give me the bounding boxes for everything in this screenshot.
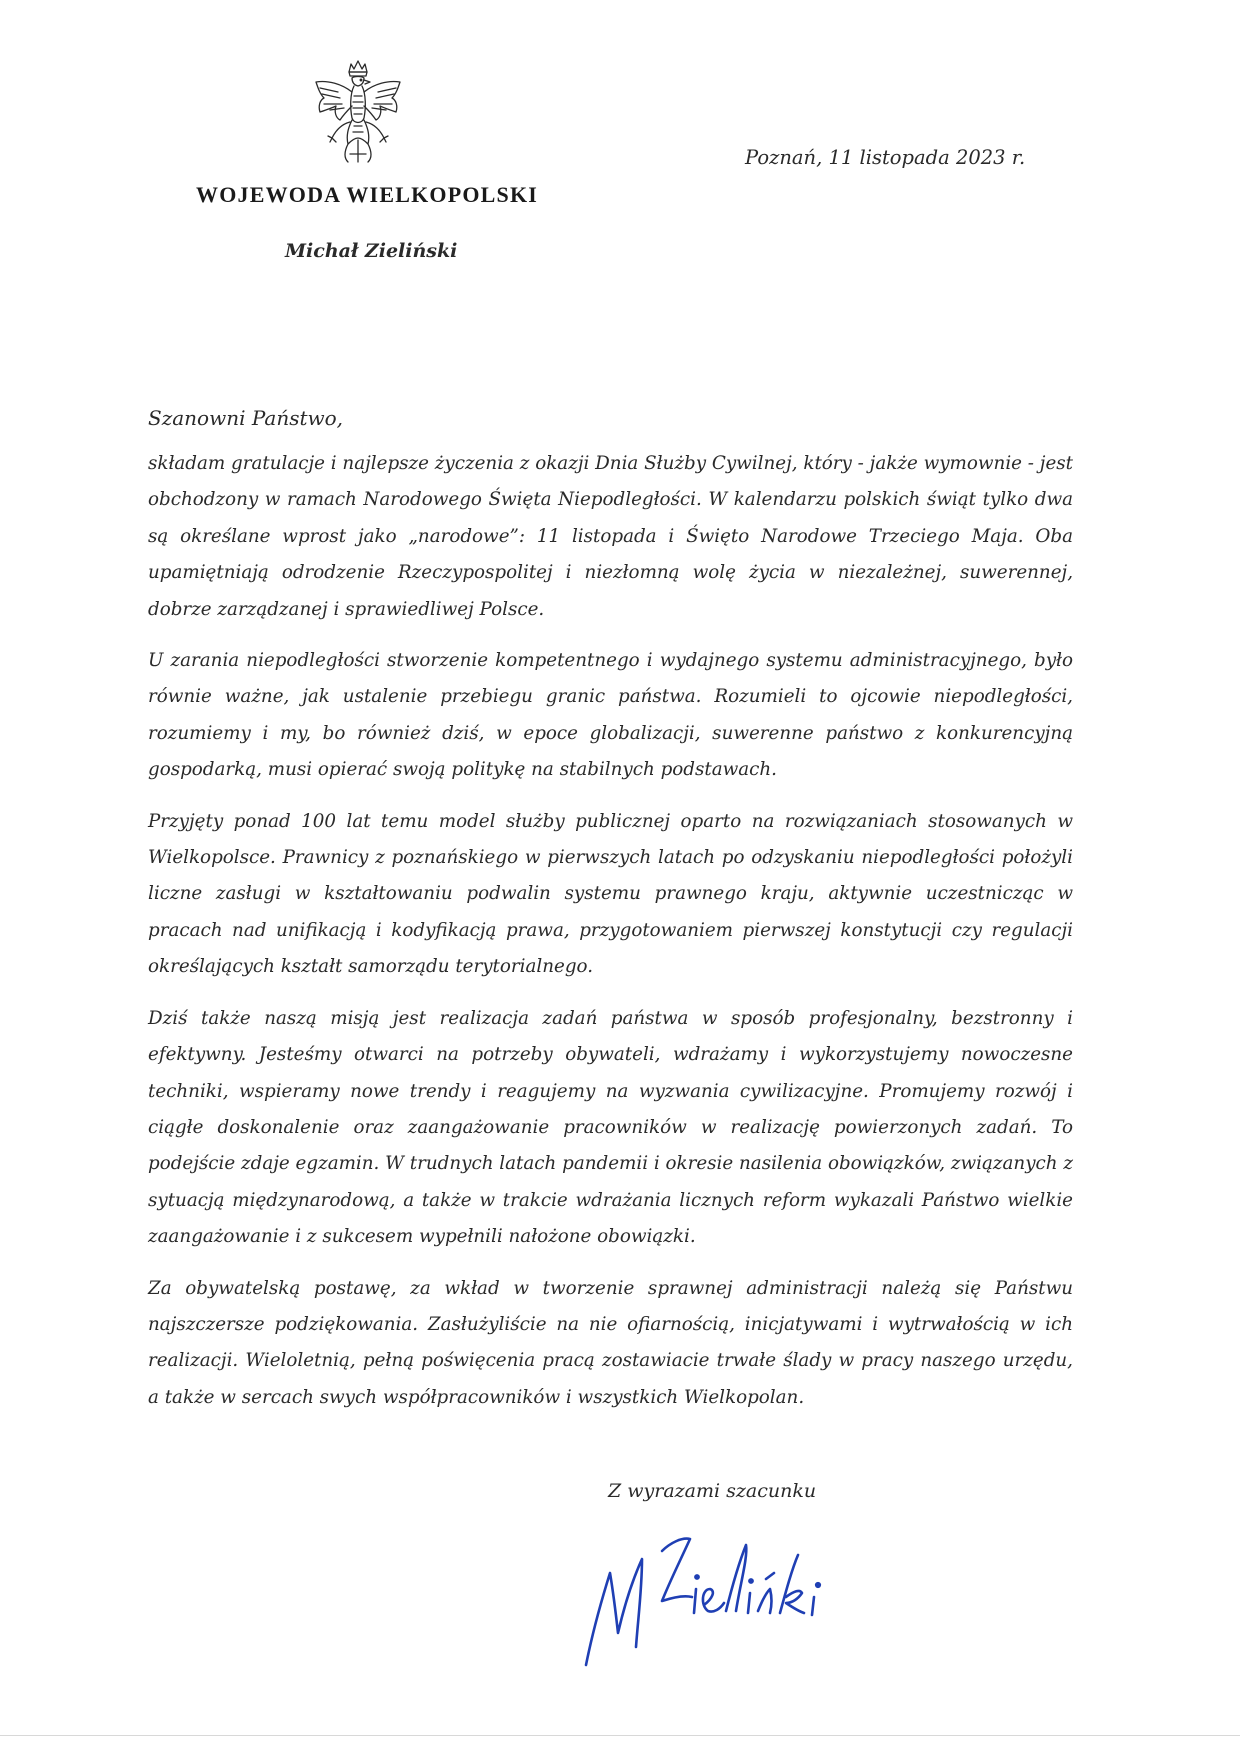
paragraph-3: Przyjęty ponad 100 lat temu model służby publicznej oparto na rozwiązaniach stosowanych w Wielkopolsce. Prawnicy z poznańskiego w pierwszych latach po odzyskaniu niepodległości położyli liczne zasługi w kształtowaniu podwalin systemu prawnego kraju, aktywnie uczestnicząc w pracach nad unifikacją i kodyfikacją prawa, przygotowaniem pierwszej konstytucji czy regulacji określających kształt samorządu terytorialnego. xyxy=(148,810,1073,978)
polish-eagle-emblem-icon xyxy=(308,58,408,166)
office-title: WOJEWODA WIELKOPOLSKI xyxy=(196,182,539,207)
person-name: Michał Zieliński xyxy=(285,240,458,262)
place-date: Poznań, 11 listopada 2023 r. xyxy=(745,146,1026,169)
salutation: Szanowni Państwo, xyxy=(148,406,344,430)
paragraph-1: składam gratulacje i najlepsze życzenia z okazji Dnia Służby Cywilnej, który - jakże wymownie - jest obchodzony w ramach Narodowego Święta Niepodległości. W kalendarzu polskich świąt tylko dwa są określane wprost jako „narodowe”: 11 listopada i Święto Narodowe Trzeciego Maja. Oba upamiętniają odrodzenie Rzeczypospolitej i niezłomną wolę życia w niezależnej, suwerennej, dobrze zarządzanej i sprawiedliwej Polsce. xyxy=(148,453,1073,620)
closing-phrase: Z wyrazami szacunku xyxy=(608,1480,817,1502)
paragraph-2: U zarania niepodległości stworzenie kompetentnego i wydajnego systemu administracyjnego, było równie ważne, jak ustalenie przebiegu granic państwa. Rozumieli to ojcowie niepodległości, rozumiemy i my, bo również dziś, w epoce globalizacji, suwerenne państwo z konkurencyjną gospodarką, musi opierać swoją politykę na stabilnych podstawach. xyxy=(148,650,1073,781)
paragraph-5: Za obywatelską postawę, za wkład w tworzenie sprawnej administracji należą się Państwu najszczersze podziękowania. Zasłużyliście na nie ofiarnością, inicjatywami i wytrwałością w ich realizacji. Wieloletnią, pełną poświęcenia pracą zostawiacie trwałe ślady w pracy naszego urzędu, a także w sercach swych współpracowników i wszystkich Wielkopolan. xyxy=(148,1277,1073,1408)
paragraph-4: Dziś także naszą misją jest realizacja zadań państwa w sposób profesjonalny, bezstronny i efektywny. Jesteśmy otwarci na potrzeby obywateli, wdrażamy i wykorzystujemy nowoczesne techniki, wspieramy nowe trendy i reagujemy na wyzwania cywilizacyjne. Promujemy rozwój i ciągłe doskonalenie oraz zaangażowanie pracowników w realizację powierzonych zadań. To podejście zdaje egzamin. W trudnych latach pandemii i okresie nasilenia obowiązków, związanych z sytuacją międzynarodową, a także w trakcie wdrażania licznych reform wykazali Państwo wielkie zaangażowanie i z sukcesem wypełnili nałożone obowiązki. xyxy=(148,1007,1073,1248)
page-bottom-rule xyxy=(0,1735,1240,1736)
letter-body xyxy=(148,400,1073,1431)
handwritten-signature-icon xyxy=(580,1515,870,1670)
